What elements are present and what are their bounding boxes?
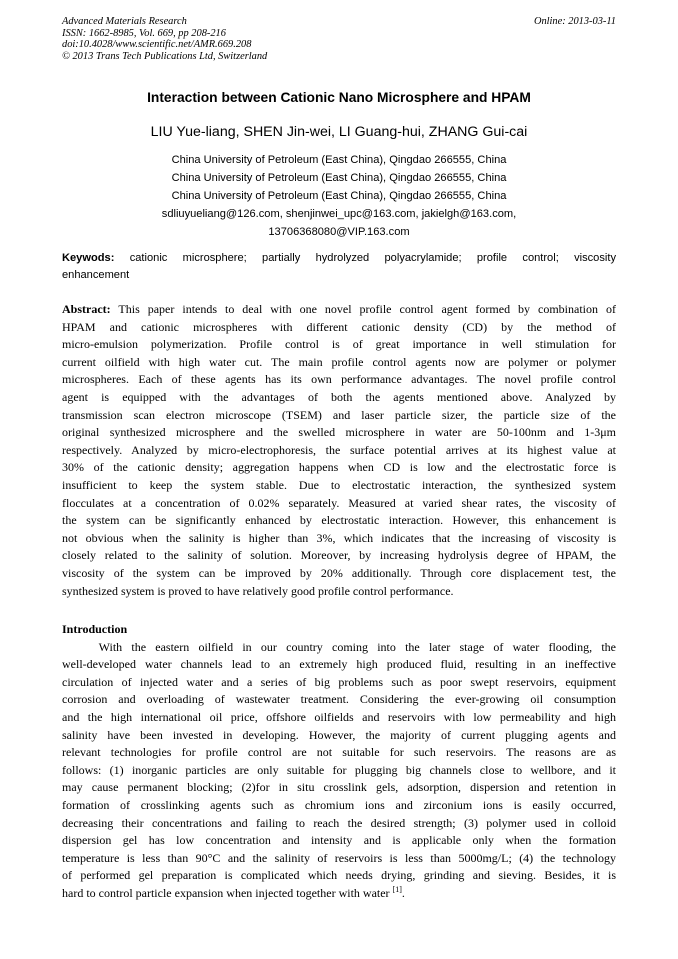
intro-line: With the eastern oilfield in our country coming into the later stage of water flooding, the (62, 639, 616, 654)
keywords-text: cationic microsphere; partially hydrolyzed polyacrylamide; profile control; viscosity (129, 252, 616, 264)
email-line: 13706368080@VIP.163.com (268, 226, 410, 238)
abstract-line: current oilfield with high water cut. The main profile control agents now are polymer or polymer (62, 354, 616, 369)
affiliations (62, 151, 616, 241)
abstract-first-text: This paper intends to deal with one novel profile control agent formed by combination of (118, 302, 616, 316)
abstract-line (62, 301, 616, 319)
journal-name: Advanced Materials Research (62, 16, 187, 27)
introduction-heading: Introduction (62, 622, 128, 636)
abstract-line: the system can be significantly enhanced by electrostatic interaction. However, this enhancement is (62, 513, 616, 528)
paper-authors: LIU Yue-liang, SHEN Jin-wei, LI Guang-hui, ZHANG Gui-cai (150, 124, 528, 140)
affiliation-line: China University of Petroleum (East China), Qingdao 266555, China (171, 154, 507, 166)
abstract-line: transmission scan electron microscope (TSEM) and laser particle sizer, the particle size of the (62, 407, 616, 422)
keywords-text-continued: enhancement (62, 269, 130, 281)
intro-line: and the high international oil price, offshore oilfields and reservoirs with low permeability and high (62, 709, 616, 724)
paper-title: Interaction between Cationic Nano Microsphere and HPAM (147, 90, 531, 105)
abstract-line: synthesized system is proved to have relatively good profile control performance. (62, 583, 454, 598)
intro-line: well-developed water channels lead to an extremely high produced fluid, resulting in an ineffective (62, 657, 616, 672)
intro-line: of performed gel preparation is complicated which needs drying, grinding and sieving. Besides, it is (62, 868, 616, 883)
journal-header (62, 16, 267, 62)
affiliation-line: China University of Petroleum (East China), Qingdao 266555, China (171, 172, 507, 184)
abstract-line: viscosity of the system can be improved by 20% additionally. Through core displacement test, the (62, 565, 616, 580)
intro-last-text: hard to control particle expansion when injected together with water (62, 885, 390, 900)
abstract-line: respectively. Analyzed by micro-electrophoresis, the surface potential arrives at its highest value at (62, 442, 616, 457)
abstract-line: micro-emulsion polymerization. Profile control is of great importance in well stimulation for (62, 337, 616, 352)
citation-marker[interactable]: [1] (392, 884, 402, 894)
introduction-section (62, 621, 616, 903)
journal-copyright: © 2013 Trans Tech Publications Ltd, Switzerland (62, 50, 268, 62)
abstract-line: HPAM and cationic microspheres with different cationic density (CD) by the method of (62, 319, 616, 334)
keywords-section (62, 250, 616, 284)
email-line: sdliuyueliang@126.com, shenjinwei_upc@163.com, jakielgh@163.com, (161, 208, 517, 220)
abstract-line: agent is equipped with the advantages of both the agents mentioned above. Analyzed by (62, 389, 616, 404)
keywords-line (62, 250, 616, 267)
intro-line: corrosion and overloading of wastewater treatment. Considering the ever-growing oil consumption (62, 692, 616, 707)
intro-line: follows: (1) inorganic particles are only suitable for plugging big channels close to wellbore, and it (62, 762, 616, 777)
abstract-label: Abstract: (62, 302, 111, 316)
journal-issn: ISSN: 1662-8985, Vol. 669, pp 208-216 (62, 27, 226, 39)
abstract-line: 30% of the cationic density; aggregation happens when CD is low and the electrostatic force is (62, 460, 616, 475)
intro-line: may cause permanent blocking; (2)for in situ crosslink gels, adsorption, dispersion and retention in (62, 780, 616, 795)
affiliation-line: China University of Petroleum (East China), Qingdao 266555, China (171, 190, 507, 202)
journal-doi: doi:10.4028/www.scientific.net/AMR.669.208 (62, 39, 252, 51)
abstract-line: original synthesized microsphere and the swelled microsphere in water are 50-100nm and 1-3μm (62, 425, 616, 440)
intro-line: dispersion gel has low concentration and intensity and is applicable only when the formation (62, 833, 616, 848)
intro-last-line (62, 885, 616, 903)
online-date-block (520, 16, 616, 28)
abstract-line: microspheres. Each of these agents has its own performance advantages. The novel profile control (62, 372, 616, 387)
abstract-line: closely related to the salinity of solution. Moreover, by increasing hydrolysis degree of HPAM, the (62, 548, 616, 563)
online-date: Online: 2013-03-11 (533, 16, 616, 27)
intro-line: circulation of injected water and a series of big problems such as poor swept reservoirs, equipment (62, 674, 616, 689)
intro-line: formation of crosslinking agents such as chromium ions and zirconium ions is easily occurred, (62, 797, 616, 812)
intro-line: relevant technologies for profile control are not suitable for such reservoirs. The reasons are as (62, 745, 616, 760)
abstract-line: not obvious when the salinity is higher than 3%, which indicates that the increasing of viscosity is (62, 530, 616, 545)
abstract-section (62, 301, 616, 600)
abstract-line: flocculates at a concentration of 0.02% separately. Measured at varied shear rates, the viscosity of (62, 495, 616, 510)
keywords-label: Keywods: (62, 252, 115, 264)
intro-end-period: . (401, 885, 405, 900)
intro-line: salinity have been invested in developing. However, the majority of current plugging agents and (62, 727, 616, 742)
intro-line: decreasing their concentrations and failing to reach the desired strength; (3) polymer used in colloid (62, 815, 616, 830)
abstract-line: insufficient to keep the system stable. Due to electrostatic interaction, the synthesized system (62, 477, 616, 492)
intro-line: temperature is less than 90°C and the salinity of reservoirs is less than 5000mg/L; (4) the technology (62, 850, 616, 865)
